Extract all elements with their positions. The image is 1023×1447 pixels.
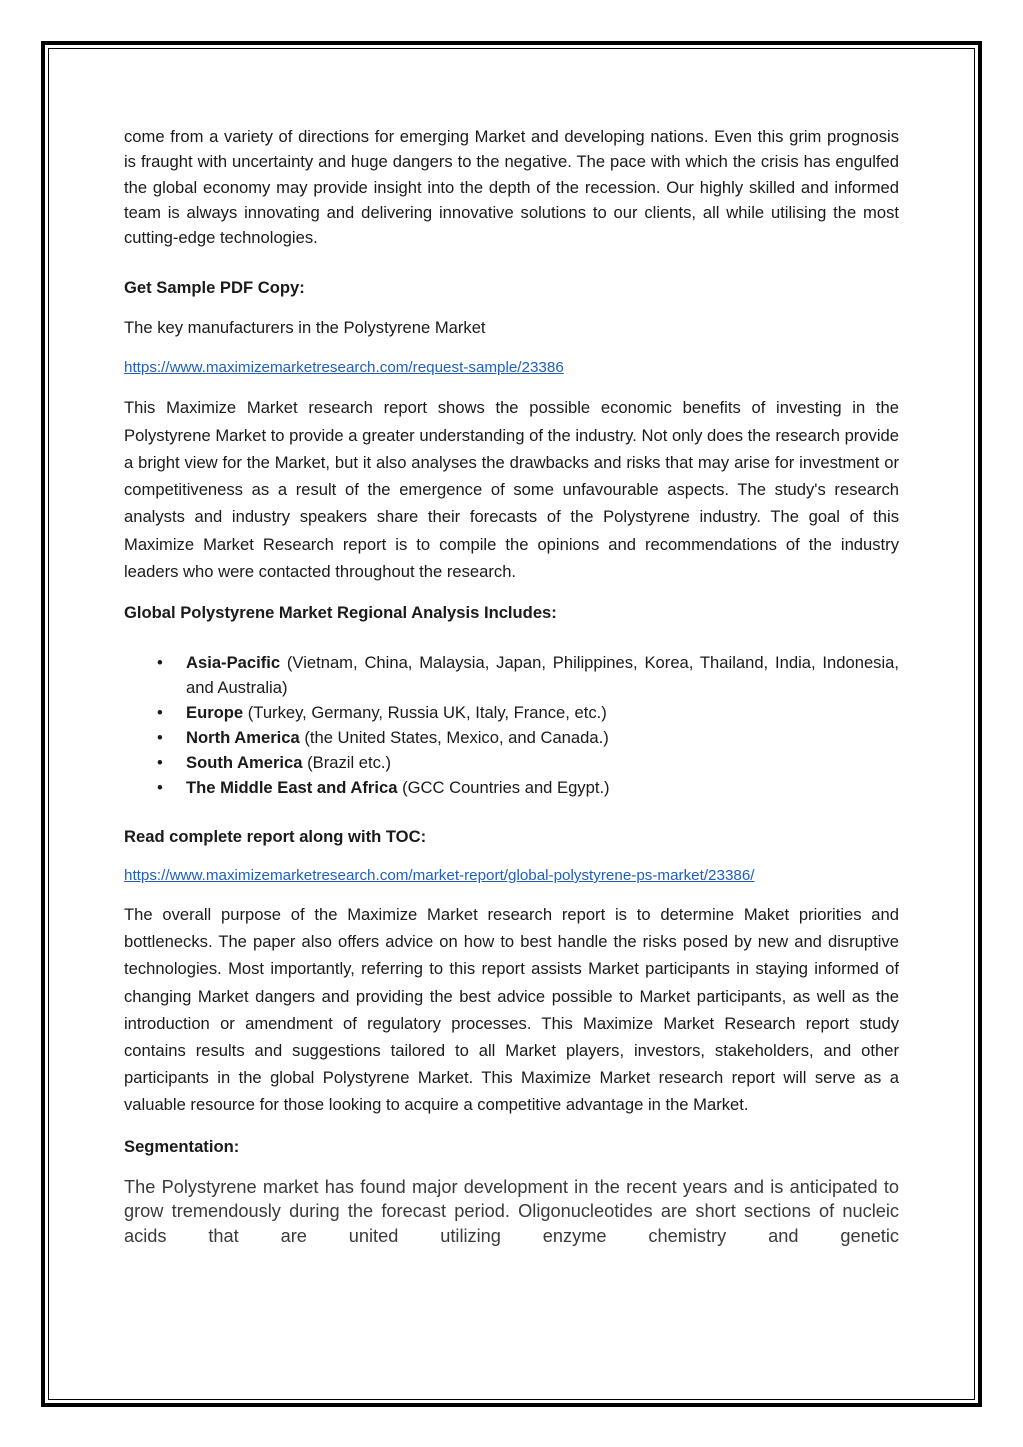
bullet-icon: • bbox=[157, 727, 163, 747]
bullet-icon: • bbox=[157, 752, 163, 772]
toc-link-line bbox=[124, 866, 899, 886]
list-item bbox=[124, 725, 899, 750]
region-detail: (Turkey, Germany, Russia UK, Italy, France, etc.) bbox=[243, 702, 607, 722]
sample-link-line bbox=[124, 358, 899, 378]
toc-link[interactable]: https://www.maximizemarketresearch.com/market-report/global-polystyrene-ps-market/23386/ bbox=[124, 866, 755, 884]
region-name: Asia-Pacific bbox=[186, 652, 281, 672]
list-item bbox=[124, 700, 899, 725]
region-name: The Middle East and Africa bbox=[186, 777, 398, 797]
region-name: South America bbox=[186, 752, 303, 772]
report-paragraph: This Maximize Market research report shows the possible economic benefits of investing in the Polystyrene Market to provide a greater understanding of the industry. Not only does the research provide a bright view for the Market, but it also analyses the drawbacks and risks that may arise for investment or competitiveness as a result of the emergence of some unfavourable aspects. The study's research analysts and industry speakers share their forecasts of the Polystyrene industry. The goal of this Maximize Market Research report is to compile the opinions and recommendations of the industry leaders who were contacted throughout the research. bbox=[124, 398, 899, 581]
list-item bbox=[124, 775, 899, 800]
bullet-icon: • bbox=[157, 652, 163, 672]
toc-heading: Read complete report along with TOC: bbox=[124, 826, 427, 846]
list-item bbox=[124, 750, 899, 775]
bullet-icon: • bbox=[157, 777, 163, 797]
bullet-icon: • bbox=[157, 702, 163, 722]
segmentation-paragraph: The Polystyrene market has found major development in the recent years and is anticipated to grow tremendously during the forecast period. Oligonucleotides are short sections of nucleic acids that are united utilizing enzyme chemistry and genetic bbox=[124, 1176, 899, 1246]
region-detail: (Brazil etc.) bbox=[302, 752, 392, 772]
region-detail: (the United States, Mexico, and Canada.) bbox=[299, 727, 609, 747]
regional-heading: Global Polystyrene Market Regional Analysis Includes: bbox=[124, 602, 557, 622]
region-name: Europe bbox=[186, 702, 244, 722]
region-detail: (Vietnam, China, Malaysia, Japan, Philippines, Korea, Thailand, India, Indonesia, and Australia) bbox=[186, 652, 899, 697]
sample-heading: Get Sample PDF Copy: bbox=[124, 278, 305, 298]
region-name: North America bbox=[186, 727, 300, 747]
segmentation-heading: Segmentation: bbox=[124, 1136, 240, 1156]
region-list bbox=[124, 650, 899, 800]
manufacturers-text: The key manufacturers in the Polystyrene Market bbox=[124, 318, 486, 338]
sample-link[interactable]: https://www.maximizemarketresearch.com/request-sample/23386 bbox=[124, 359, 564, 377]
purpose-paragraph: The overall purpose of the Maximize Market research report is to determine Maket priorities and bottlenecks. The paper also offers advice on how to best handle the risks posed by new and disruptive technologies. Most importantly, referring to this report assists Market participants in staying informed of changing Market dangers and providing the best advice possible to Market participants, as well as the introduction or amendment of regulatory processes. This Maximize Market Research report study contains results and suggestions tailored to all Market players, investors, stakeholders, and other participants in the global Polystyrene Market. This Maximize Market research report will serve as a valuable resource for those looking to acquire a competitive advantage in the Market. bbox=[124, 904, 899, 1115]
list-item bbox=[124, 650, 899, 700]
region-detail: (GCC Countries and Egypt.) bbox=[397, 777, 610, 797]
document-body bbox=[124, 124, 899, 1248]
intro-paragraph: come from a variety of directions for emerging Market and developing nations. Even this grim prognosis is fraught with uncertainty and huge dangers to the negative. The pace with which the crisis has engulfed the global economy may provide insight into the depth of the recession. Our highly skilled and informed team is always innovating and delivering innovative solutions to our clients, all while utilising the most cutting-edge technologies. bbox=[124, 127, 899, 248]
